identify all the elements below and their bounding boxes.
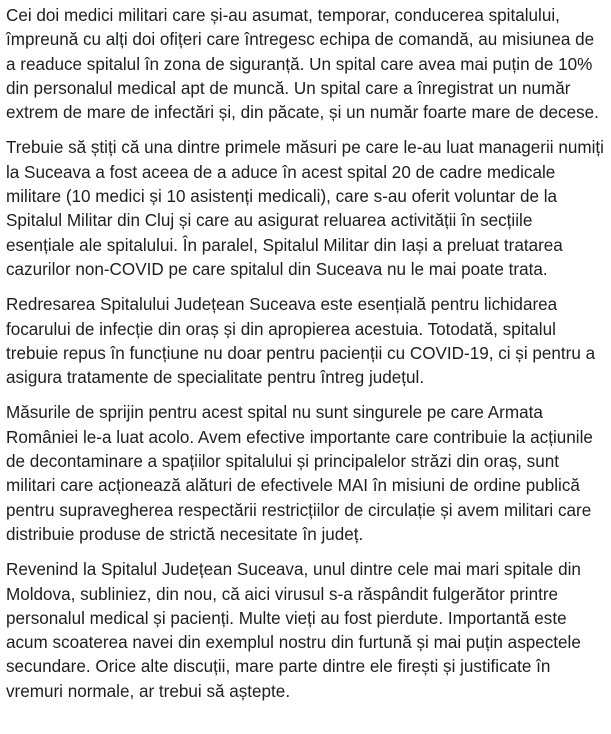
paragraph-1: Cei doi medici militari care și-au asumat, temporar, conducerea spitalului, împreună cu alți doi ofițeri care întregesc echipa de comandă, au misiunea de a readuce spitalul în zona de siguranță. Un spital care avea mai puțin de 10% din personalul medical apt de muncă. Un spital care a înregistrat un număr extrem de mare de infectări și, din păcate, și un număr foarte mare de decese. — [6, 6, 599, 123]
paragraph-4: Măsurile de sprijin pentru acest spital nu sunt singurele pe care Armata României le-a luat acolo. Avem efective importante care contribuie la acțiunile de decontaminare a spațiilor spitalului și principalelor străzi din oraș, sunt militari care acționează alături de efectivele MAI în misiuni de ordine publică pentru supravegherea respectării restricțiilor de circulație și avem militari care distribuie produse de strictă necesitate în județ. — [6, 403, 593, 544]
paragraph-5: Revenind la Spitalul Județean Suceava, unul dintre cele mai mari spitale din Moldova, subliniez, din nou, că aici virusul s-a răspândit fulgerător printre personalul medical și pacienți. Multe vieți au fost pierdute. Importantă este acum scoaterea navei din exemplul nostru din furtună și mai puțin aspectele secundare. Orice alte discuții, mare parte dintre ele firești și justificate în vremuri normale, ar trebui să aștepte. — [6, 560, 581, 701]
paragraph-3: Redresarea Spitalului Județean Suceava este esențială pentru lichidarea focarului de infecție din oraș și din apropierea acestuia. Totodată, spitalul trebuie repus în funcțiune nu doar pentru pacienții cu COVID-19, ci și pentru a asigura tratamente de specialitate pentru întreg județul. — [6, 295, 596, 388]
paragraph-2: Trebuie să știți că una dintre primele măsuri pe care le-au luat managerii numiți la Suceava a fost aceea de a aduce în acest spital 20 de cadre medicale militare (10 medici și 10 asistenți medicali), care s-au oferit voluntar de la Spitalul Militar din Cluj și care au asigurat reluarea activității în secțiile esențiale ale spitalului. În paralel, Spitalul Militar din Iași a preluat tratarea cazurilor non-COVID pe care spitalul din Suceava nu le mai poate trata. — [6, 138, 604, 279]
